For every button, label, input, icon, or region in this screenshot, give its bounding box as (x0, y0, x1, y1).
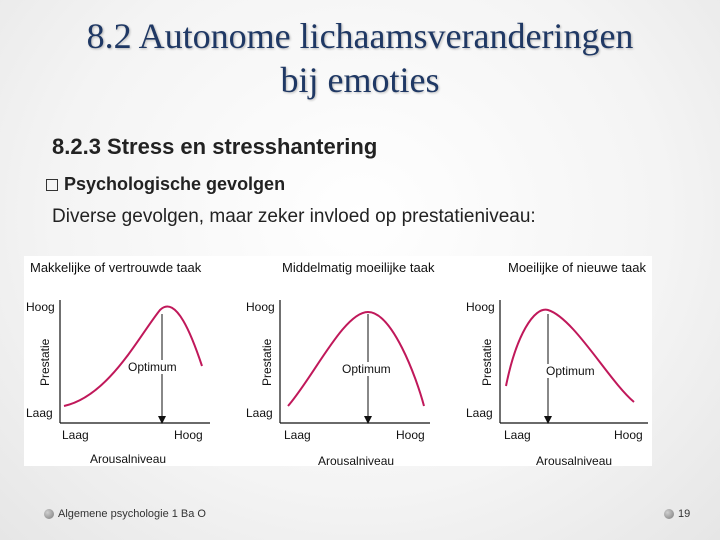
arousal-performance-figure (24, 256, 652, 466)
panel-easy-task (24, 256, 234, 466)
panel-medium-task (244, 256, 454, 466)
bullet-item (46, 174, 285, 195)
section-heading: 8.2.3 Stress en stresshantering (52, 134, 378, 159)
optimum-label: Optimum (546, 364, 595, 378)
y-high-label: Hoog (26, 300, 55, 314)
performance-curve (64, 306, 202, 406)
y-axis-label: Prestatie (480, 338, 494, 386)
y-low-label: Laag (466, 406, 493, 420)
y-low-label: Laag (246, 406, 273, 420)
x-high-label: Hoog (614, 428, 643, 442)
body-text: Diverse gevolgen, maar zeker invloed op prestatieniveau: (52, 206, 536, 227)
title-line-1: 8.2 Autonome lichaamsveranderingen (86, 16, 634, 56)
y-axis-label: Prestatie (260, 338, 274, 386)
page-number: 19 (678, 508, 691, 520)
panel-title: Middelmatig moeilijke taak (282, 260, 435, 275)
x-low-label: Laag (504, 428, 531, 442)
x-axis-label: Arousalniveau (90, 452, 167, 466)
y-axis-label: Prestatie (38, 338, 52, 386)
x-axis-label: Arousalniveau (536, 454, 613, 468)
performance-curve (288, 312, 424, 406)
y-high-label: Hoog (246, 300, 275, 314)
slide-title (0, 14, 720, 102)
y-high-label: Hoog (466, 300, 495, 314)
x-high-label: Hoog (174, 428, 203, 442)
y-low-label: Laag (26, 406, 53, 420)
x-axis-label: Arousalniveau (318, 454, 395, 468)
panel-title: Moeilijke of nieuwe taak (508, 260, 647, 275)
bullet-dot-icon (664, 509, 674, 519)
x-low-label: Laag (284, 428, 311, 442)
optimum-label: Optimum (128, 360, 177, 374)
optimum-label: Optimum (342, 362, 391, 376)
checkbox-bullet-icon (46, 179, 58, 191)
bullet-text: Psychologische gevolgen (64, 174, 286, 194)
x-high-label: Hoog (396, 428, 425, 442)
performance-curve (506, 310, 634, 402)
footer-page (664, 508, 690, 520)
footer-course (44, 508, 206, 520)
bullet-dot-icon (44, 509, 54, 519)
panel-title: Makkelijke of vertrouwde taak (30, 260, 202, 275)
title-line-2: bij emoties (280, 60, 440, 100)
x-low-label: Laag (62, 428, 89, 442)
course-name: Algemene psychologie 1 Ba O (58, 508, 206, 520)
panel-hard-task (464, 256, 652, 466)
